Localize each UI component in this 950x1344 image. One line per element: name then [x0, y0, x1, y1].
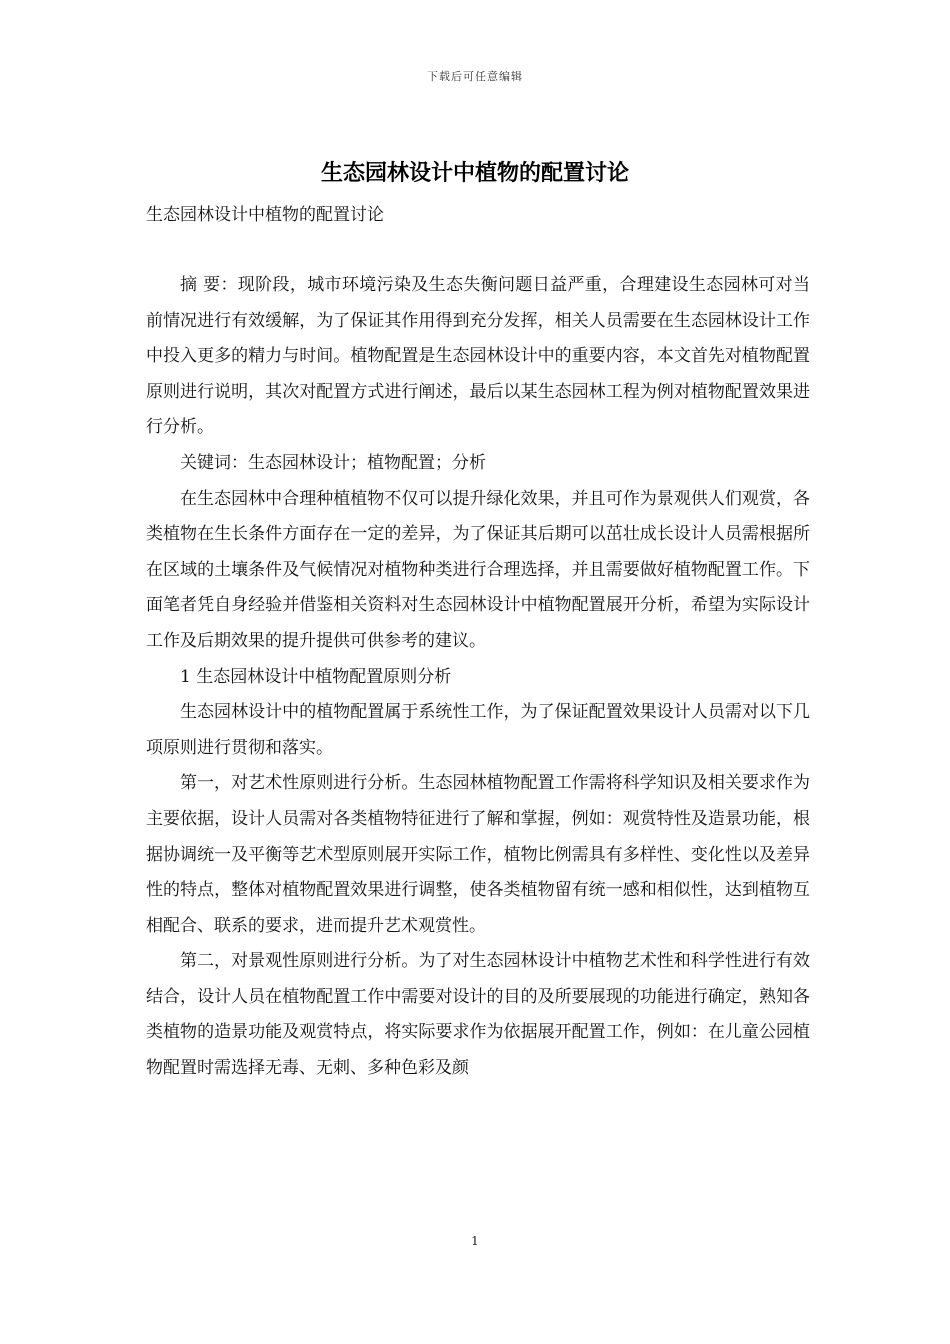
intro-paragraph: 在生态园林中合理种植植物不仅可以提升绿化效果，并且可作为景观供人们观赏，各类植物在生长条件方面存在一定的差异，为了保证其后期可以茁壮成长设计人员需根据所在区域的土壤条件及气候情况对植物种类进行合理选择，并且需要做好植物配置工作。下面笔者凭自身经验并借鉴相关资料对生态园林设计中植物配置展开分析，希望为实际设计工作及后期效果的提升提供可供参考的建议。	[146, 488, 810, 651]
section-heading: 1 生态园林设计中植物配置原则分析	[180, 666, 452, 687]
header-note: 下载后可任意编辑	[427, 70, 523, 83]
abstract-paragraph: 摘 要：现阶段，城市环境污染及生态失衡问题日益严重，合理建设生态园林可对当前情况进行有效缓解，为了保证其作用得到充分发挥，相关人员需要在生态园林设计工作中投入更多的精力与时间。植物配置是生态园林设计中的重要内容，本文首先对植物配置原则进行说明，其次对配置方式进行阐述，最后以某生态园林工程为例对植物配置效果进行分析。	[146, 275, 810, 438]
body-paragraph: 生态园林设计中的植物配置属于系统性工作，为了保证配置效果设计人员需对以下几项原则进行贯彻和落实。	[146, 702, 810, 758]
keywords-paragraph: 关键词：生态园林设计；植物配置；分析	[180, 452, 486, 473]
body-paragraph: 第二，对景观性原则进行分析。为了对生态园林设计中植物艺术性和科学性进行有效结合，设计人员在植物配置工作中需要对设计的目的及所要展现的功能进行确定，熟知各类植物的造景功能及观赏特点，将实际要求作为依据展开配置工作，例如：在儿童公园植物配置时需选择无毒、无刺、多种色彩及颜	[146, 951, 810, 1079]
body-paragraph: 第一，对艺术性原则进行分析。生态园林植物配置工作需将科学知识及相关要求作为主要依据，设计人员需对各类植物特征进行了解和掌握，例如：观赏特性及造景功能，根据协调统一及平衡等艺术型原则展开实际工作，植物比例需具有多样性、变化性以及差异性的特点，整体对植物配置效果进行调整，使各类植物留有统一感和相似性，达到植物互相配合、联系的要求，进而提升艺术观赏性。	[146, 773, 810, 936]
page-number: 1	[471, 1234, 479, 1248]
document-title: 生态园林设计中植物的配置讨论	[320, 160, 629, 186]
document-subtitle: 生态园林设计中植物的配置讨论	[146, 205, 384, 225]
document-body	[146, 268, 810, 1087]
